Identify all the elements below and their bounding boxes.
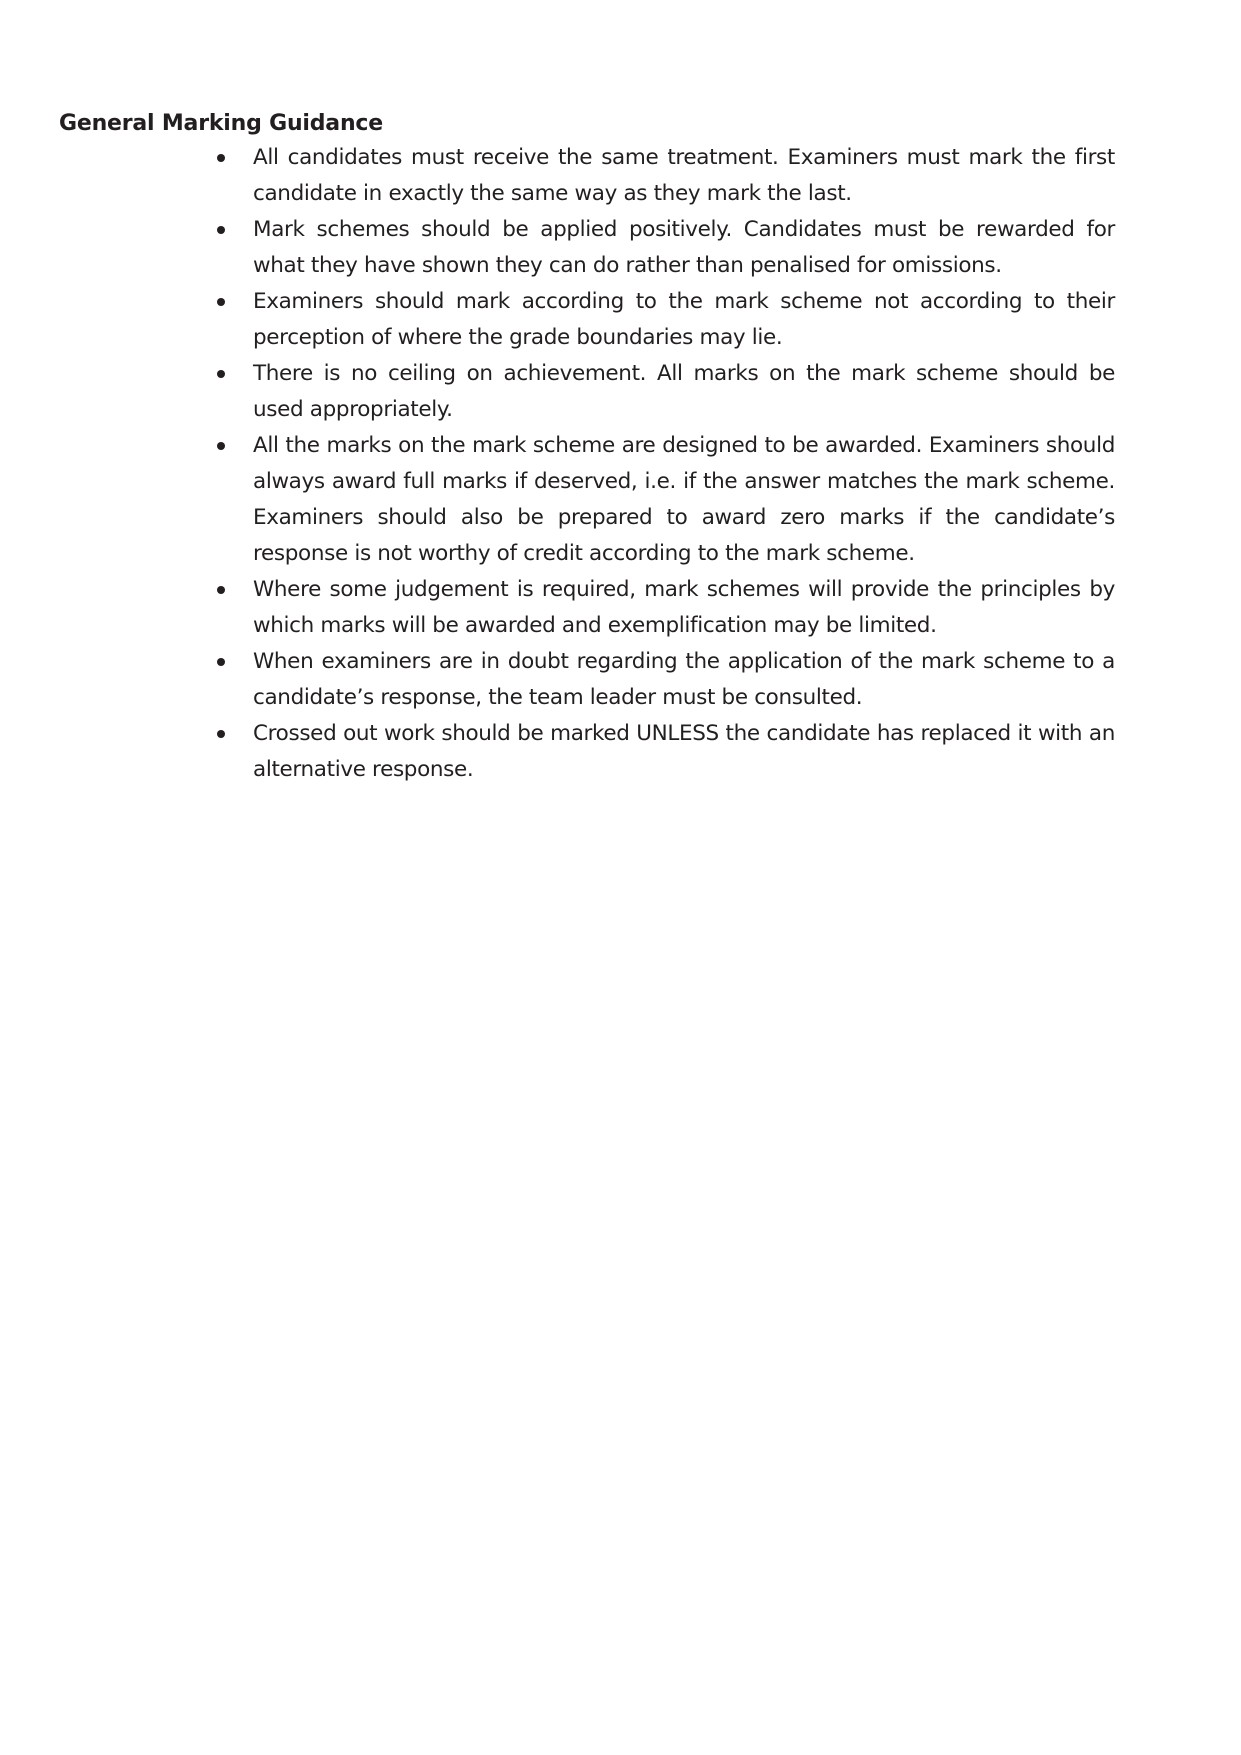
bullet-icon (217, 298, 225, 306)
guidance-list (215, 140, 1115, 788)
list-item-text: All the marks on the mark scheme are designed to be awarded. Examiners should always award full marks if deserved, i.e. if the answer matches the mark scheme. Examiners should also be prepared to award zero marks if the candidate’s response is not worthy of credit according to the mark scheme. (253, 433, 1115, 566)
bullet-icon (217, 586, 225, 594)
bullet-icon (217, 730, 225, 738)
section-heading: General Marking Guidance (59, 111, 383, 136)
bullet-icon (217, 226, 225, 234)
bullet-icon (217, 370, 225, 378)
list-item-text: Examiners should mark according to the mark scheme not according to their perception of where the grade boundaries may lie. (253, 289, 1115, 350)
list-item (215, 212, 1115, 284)
list-item-text: Mark schemes should be applied positively. Candidates must be rewarded for what they have shown they can do rather than penalised for omissions. (253, 217, 1115, 278)
list-item (215, 140, 1115, 212)
list-item (215, 284, 1115, 356)
list-item-text: All candidates must receive the same treatment. Examiners must mark the first candidate in exactly the same way as they mark the last. (253, 145, 1115, 206)
list-item-text: Crossed out work should be marked UNLESS the candidate has replaced it with an alternative response. (253, 721, 1115, 782)
list-item-text: There is no ceiling on achievement. All marks on the mark scheme should be used appropriately. (253, 361, 1115, 422)
list-item (215, 716, 1115, 788)
list-item (215, 572, 1115, 644)
bullet-icon (217, 658, 225, 666)
bullet-icon (217, 154, 225, 162)
bullet-icon (217, 442, 225, 450)
list-item (215, 644, 1115, 716)
list-item (215, 428, 1115, 572)
list-item-text: When examiners are in doubt regarding the application of the mark scheme to a candidate’s response, the team leader must be consulted. (253, 649, 1115, 710)
list-item-text: Where some judgement is required, mark schemes will provide the principles by which marks will be awarded and exemplification may be limited. (253, 577, 1115, 638)
list-item (215, 356, 1115, 428)
